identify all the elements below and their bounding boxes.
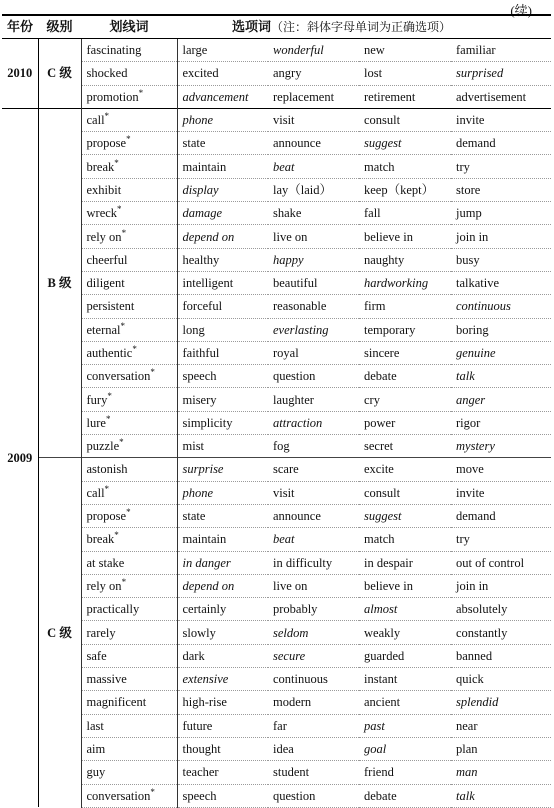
option: fall <box>359 202 451 225</box>
option: consult <box>359 108 451 131</box>
correct-option: beat <box>268 155 359 178</box>
underlined-word-cell <box>81 668 177 691</box>
underlined-word-cell <box>81 341 177 364</box>
table-row <box>2 481 551 504</box>
option: simplicity <box>177 411 268 434</box>
vocabulary-table <box>2 14 551 808</box>
underlined-word: guy <box>86 765 106 780</box>
asterisk-mark: * <box>114 530 119 541</box>
table-row <box>2 737 551 760</box>
table-row <box>2 225 551 248</box>
underlined-word-cell <box>81 714 177 737</box>
asterisk-mark: * <box>117 204 122 215</box>
table-row <box>2 365 551 388</box>
correct-option: talk <box>451 784 551 807</box>
option: intelligent <box>177 271 268 294</box>
underlined-word-cell <box>81 388 177 411</box>
table-row <box>2 761 551 784</box>
underlined-word: rely on <box>86 578 122 593</box>
underlined-word-cell <box>81 644 177 667</box>
option: near <box>451 714 551 737</box>
option: consult <box>359 481 451 504</box>
option: shake <box>268 202 359 225</box>
asterisk-mark: * <box>114 157 119 168</box>
table-row <box>2 621 551 644</box>
underlined-word: exhibit <box>86 182 122 197</box>
correct-option: wonderful <box>268 39 359 62</box>
table-header <box>2 15 551 39</box>
option: lost <box>359 62 451 85</box>
underlined-word: conversation <box>86 369 151 384</box>
underlined-word-cell <box>81 202 177 225</box>
option: state <box>177 132 268 155</box>
option: sincere <box>359 341 451 364</box>
underlined-word: eternal <box>86 322 121 337</box>
table-row <box>2 504 551 527</box>
option: advertisement <box>451 85 551 108</box>
correct-option: phone <box>177 481 268 504</box>
option: demand <box>451 504 551 527</box>
option: laughter <box>268 388 359 411</box>
option: instant <box>359 668 451 691</box>
correct-option: surprised <box>451 62 551 85</box>
option: try <box>451 528 551 551</box>
option: jump <box>451 202 551 225</box>
option: large <box>177 39 268 62</box>
underlined-word-cell <box>81 737 177 760</box>
table-body <box>2 39 551 808</box>
option: mist <box>177 435 268 458</box>
level-cell: B 级 <box>38 108 81 457</box>
option: retirement <box>359 85 451 108</box>
option: move <box>451 458 551 481</box>
table-row <box>2 295 551 318</box>
option: long <box>177 318 268 341</box>
table-row <box>2 411 551 434</box>
underlined-word-cell <box>81 481 177 504</box>
correct-option: secure <box>268 644 359 667</box>
asterisk-mark: * <box>119 437 124 448</box>
option: dark <box>177 644 268 667</box>
correct-option: mystery <box>451 435 551 458</box>
correct-option: happy <box>268 248 359 271</box>
option: angry <box>268 62 359 85</box>
option: fog <box>268 435 359 458</box>
table-row <box>2 388 551 411</box>
option: maintain <box>177 528 268 551</box>
underlined-word-cell <box>81 458 177 481</box>
continued-label: (续) <box>510 3 532 18</box>
option: demand <box>451 132 551 155</box>
underlined-word-cell <box>81 598 177 621</box>
option: banned <box>451 644 551 667</box>
option: future <box>177 714 268 737</box>
correct-option: surprise <box>177 458 268 481</box>
asterisk-mark: * <box>138 87 144 98</box>
underlined-word-cell <box>81 295 177 318</box>
option: quick <box>451 668 551 691</box>
underlined-word-cell <box>81 504 177 527</box>
option: boring <box>451 318 551 341</box>
option: weakly <box>359 621 451 644</box>
underlined-word-cell <box>81 761 177 784</box>
asterisk-mark: * <box>132 343 137 354</box>
option: invite <box>451 481 551 504</box>
option: power <box>359 411 451 434</box>
asterisk-mark: * <box>126 134 131 145</box>
underlined-word-cell <box>81 411 177 434</box>
option: naughty <box>359 248 451 271</box>
option: rigor <box>451 411 551 434</box>
header-word: 划线词 <box>81 15 177 39</box>
option: join in <box>451 225 551 248</box>
underlined-word: aim <box>86 742 106 757</box>
underlined-word: at stake <box>86 555 125 570</box>
correct-option: in danger <box>177 551 268 574</box>
table-row <box>2 574 551 597</box>
option: beautiful <box>268 271 359 294</box>
underlined-word-cell <box>81 132 177 155</box>
option: excite <box>359 458 451 481</box>
underlined-word: fury <box>86 392 108 407</box>
option: new <box>359 39 451 62</box>
underlined-word-cell <box>81 155 177 178</box>
year-cell: 2009 <box>2 108 38 807</box>
table-row <box>2 528 551 551</box>
underlined-word: practically <box>86 602 140 617</box>
underlined-word-cell <box>81 85 177 108</box>
option: absolutely <box>451 598 551 621</box>
option: certainly <box>177 598 268 621</box>
option: replacement <box>268 85 359 108</box>
correct-option: extensive <box>177 668 268 691</box>
option: live on <box>268 574 359 597</box>
underlined-word-cell <box>81 691 177 714</box>
correct-option: damage <box>177 202 268 225</box>
underlined-word: authentic <box>86 346 133 360</box>
option: temporary <box>359 318 451 341</box>
option: slowly <box>177 621 268 644</box>
underlined-word-cell <box>81 318 177 341</box>
option: try <box>451 155 551 178</box>
underlined-word: propose <box>86 136 127 151</box>
option: talkative <box>451 271 551 294</box>
underlined-word: shocked <box>86 66 128 81</box>
option: announce <box>268 504 359 527</box>
option: secret <box>359 435 451 458</box>
option: reasonable <box>268 295 359 318</box>
option: debate <box>359 784 451 807</box>
asterisk-mark: * <box>105 413 111 424</box>
table-row <box>2 202 551 225</box>
option: busy <box>451 248 551 271</box>
asterisk-mark: * <box>107 390 112 401</box>
correct-option: man <box>451 761 551 784</box>
asterisk-mark: * <box>120 320 126 331</box>
option: teacher <box>177 761 268 784</box>
underlined-word: break <box>86 532 115 547</box>
underlined-word: fascinating <box>86 43 142 58</box>
header-year: 年份 <box>2 15 38 39</box>
asterisk-mark: * <box>150 786 155 797</box>
option: join in <box>451 574 551 597</box>
option: believe in <box>359 574 451 597</box>
option: guarded <box>359 644 451 667</box>
table-row <box>2 691 551 714</box>
header-note: （注：斜体字母单词为正确选项） <box>271 20 452 34</box>
table-row <box>2 85 551 108</box>
table-row <box>2 62 551 85</box>
underlined-word: massive <box>86 672 127 687</box>
correct-option: display <box>177 178 268 201</box>
correct-option: continuous <box>451 295 551 318</box>
option: forceful <box>177 295 268 318</box>
option: in difficulty <box>268 551 359 574</box>
correct-option: hardworking <box>359 271 451 294</box>
underlined-word: propose <box>86 509 127 524</box>
correct-option: attraction <box>268 411 359 434</box>
option: scare <box>268 458 359 481</box>
option: plan <box>451 737 551 760</box>
level-cell: C 级 <box>38 39 81 109</box>
correct-option: splendid <box>451 691 551 714</box>
option: debate <box>359 365 451 388</box>
underlined-word: diligent <box>86 276 125 291</box>
correct-option: suggest <box>359 504 451 527</box>
header-options-label: 选项词 <box>232 19 272 34</box>
option: visit <box>268 108 359 131</box>
table-row <box>2 132 551 155</box>
correct-option: past <box>359 714 451 737</box>
option: invite <box>451 108 551 131</box>
option: modern <box>268 691 359 714</box>
underlined-word-cell <box>81 39 177 62</box>
table-row <box>2 248 551 271</box>
underlined-word: lure <box>86 415 106 430</box>
asterisk-mark: * <box>126 506 131 517</box>
option: out of control <box>451 551 551 574</box>
underlined-word: call <box>86 113 105 128</box>
option: friend <box>359 761 451 784</box>
option: store <box>451 178 551 201</box>
option: visit <box>268 481 359 504</box>
correct-option: goal <box>359 737 451 760</box>
option: student <box>268 761 359 784</box>
correct-option: suggest <box>359 132 451 155</box>
correct-option: depend on <box>177 574 268 597</box>
underlined-word-cell <box>81 365 177 388</box>
option: keep（kept） <box>359 178 451 201</box>
header-options <box>177 15 551 39</box>
option: announce <box>268 132 359 155</box>
option: question <box>268 784 359 807</box>
table-row <box>2 178 551 201</box>
option: firm <box>359 295 451 318</box>
underlined-word-cell <box>81 621 177 644</box>
underlined-word: magnificent <box>86 695 147 710</box>
underlined-word: call <box>86 485 105 500</box>
underlined-word: safe <box>86 648 107 663</box>
option: question <box>268 365 359 388</box>
correct-option: phone <box>177 108 268 131</box>
correct-option: advancement <box>177 85 268 108</box>
option: maintain <box>177 155 268 178</box>
option: idea <box>268 737 359 760</box>
option: speech <box>177 365 268 388</box>
option: cry <box>359 388 451 411</box>
underlined-word: wreck <box>86 206 118 221</box>
table-row <box>2 39 551 62</box>
option: in despair <box>359 551 451 574</box>
option: royal <box>268 341 359 364</box>
option: speech <box>177 784 268 807</box>
asterisk-mark: * <box>104 110 110 121</box>
option: match <box>359 528 451 551</box>
correct-option: talk <box>451 365 551 388</box>
underlined-word-cell <box>81 248 177 271</box>
underlined-word: promotion <box>86 89 139 104</box>
table-row <box>2 714 551 737</box>
correct-option: almost <box>359 598 451 621</box>
underlined-word: last <box>86 718 104 733</box>
option: continuous <box>268 668 359 691</box>
option: lay（laid） <box>268 178 359 201</box>
option: misery <box>177 388 268 411</box>
option: state <box>177 504 268 527</box>
table-row <box>2 551 551 574</box>
correct-option: beat <box>268 528 359 551</box>
option: excited <box>177 62 268 85</box>
option: high-rise <box>177 691 268 714</box>
asterisk-mark: * <box>121 576 127 587</box>
underlined-word: break <box>86 159 115 174</box>
option: faithful <box>177 341 268 364</box>
table-row <box>2 458 551 481</box>
underlined-word: cheerful <box>86 252 128 267</box>
underlined-word-cell <box>81 784 177 807</box>
option: familiar <box>451 39 551 62</box>
underlined-word: astonish <box>86 462 128 477</box>
underlined-word-cell <box>81 528 177 551</box>
underlined-word-cell <box>81 108 177 131</box>
option: believe in <box>359 225 451 248</box>
asterisk-mark: * <box>121 227 127 238</box>
underlined-word-cell <box>81 551 177 574</box>
table-row <box>2 435 551 458</box>
underlined-word-cell <box>81 62 177 85</box>
option: probably <box>268 598 359 621</box>
level-cell: C 级 <box>38 458 81 807</box>
underlined-word-cell <box>81 435 177 458</box>
underlined-word-cell <box>81 225 177 248</box>
table-row <box>2 784 551 807</box>
asterisk-mark: * <box>104 483 110 494</box>
table-row <box>2 108 551 131</box>
underlined-word-cell <box>81 178 177 201</box>
correct-option: anger <box>451 388 551 411</box>
correct-option: seldom <box>268 621 359 644</box>
option: live on <box>268 225 359 248</box>
option: healthy <box>177 248 268 271</box>
table-row <box>2 318 551 341</box>
asterisk-mark: * <box>150 367 155 378</box>
correct-option: genuine <box>451 341 551 364</box>
year-cell: 2010 <box>2 39 38 109</box>
underlined-word-cell <box>81 271 177 294</box>
underlined-word: puzzle <box>86 439 120 454</box>
option: match <box>359 155 451 178</box>
table-row <box>2 155 551 178</box>
option: thought <box>177 737 268 760</box>
table-row <box>2 598 551 621</box>
table-row <box>2 341 551 364</box>
option: constantly <box>451 621 551 644</box>
option: ancient <box>359 691 451 714</box>
correct-option: depend on <box>177 225 268 248</box>
underlined-word: persistent <box>86 299 135 314</box>
table-row <box>2 668 551 691</box>
underlined-word: rarely <box>86 625 116 640</box>
header-level: 级别 <box>38 15 81 39</box>
option: far <box>268 714 359 737</box>
table-row <box>2 644 551 667</box>
correct-option: everlasting <box>268 318 359 341</box>
underlined-word: rely on <box>86 229 122 244</box>
underlined-word: conversation <box>86 788 151 803</box>
underlined-word-cell <box>81 574 177 597</box>
table-row <box>2 271 551 294</box>
